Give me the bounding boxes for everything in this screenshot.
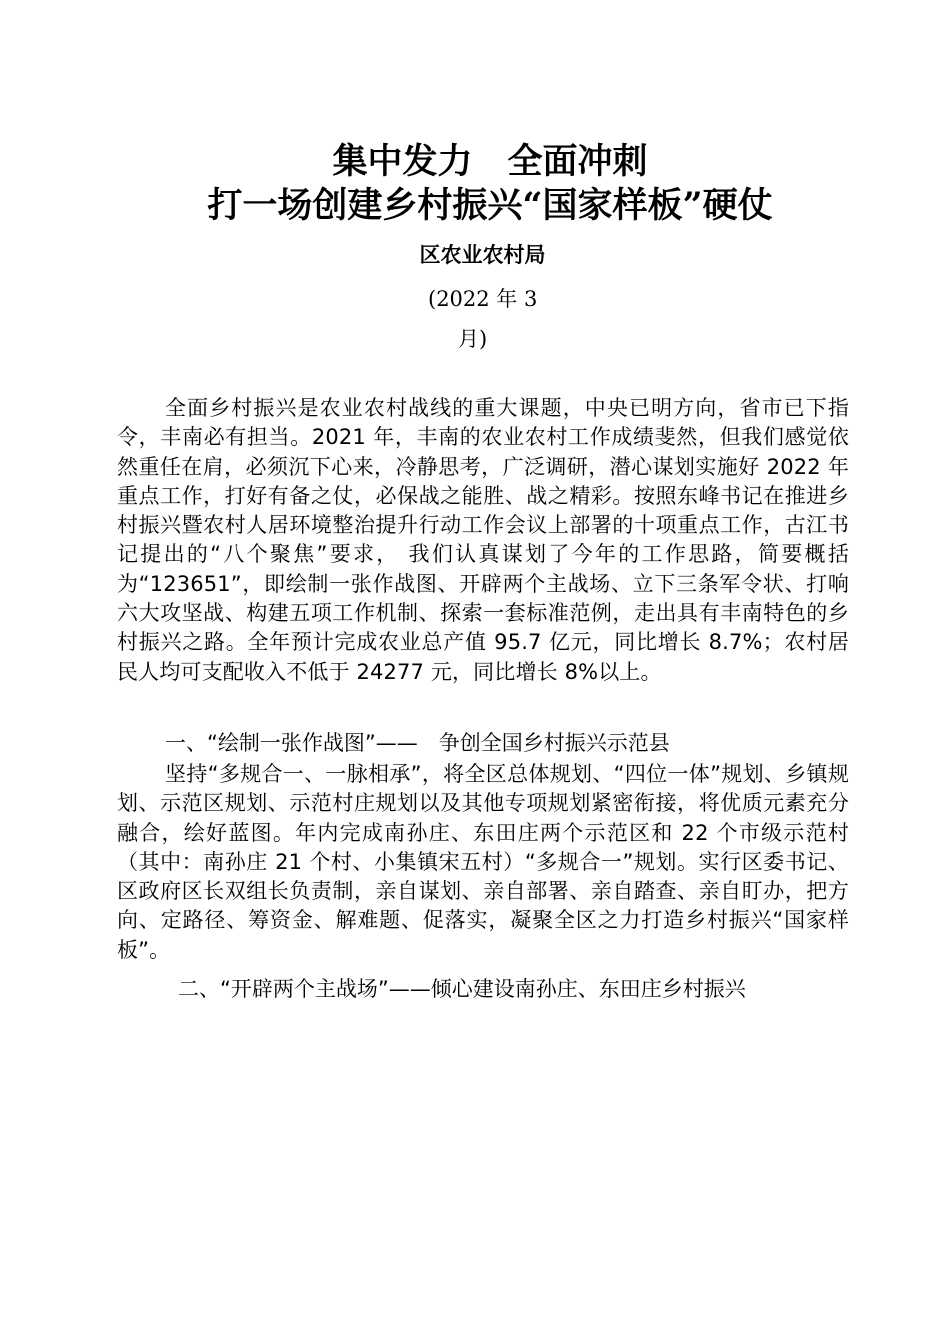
section-heading-2: 二、“开辟两个主战场”——倾心建设南孙庄、东田庄乡村振兴 — [178, 977, 746, 1001]
document-date-line1: (2022 年 3 — [428, 287, 538, 311]
section-1-paragraph: 坚持“多规合一、一脉相承”，将全区总体规划、“四位一体”规划、乡镇规划、示范区规划、示范村庄规划以及其他专项规划紧密衔接，将优质元素充分融合，绘好蓝图。年内完成南孙庄、东田庄两个示范区和 22 个市级示范村（其中：南孙庄 21 个村、小集镇宋五村）“多规合一”规划。实行区委书记、区政府区长双组长负责制，亲自谋划、亲自部署、亲自踏查、亲自盯办，把方向、定路径、筹资金、解难题、促落实，凝聚全区之力打造乡村振兴“国家样板”。 — [117, 762, 849, 962]
document-title-line1: 集中发力 全面冲刺 — [332, 141, 648, 182]
document-title-line2: 打一场创建乡村振兴“国家样板”硬仗 — [207, 185, 773, 226]
document-date-line2: 月) — [458, 327, 488, 351]
intro-paragraph: 全面乡村振兴是农业农村战线的重大课题，中央已明方向，省市已下指令，丰南必有担当。2021 年，丰南的农业农村工作成绩斐然，但我们感觉依然重任在肩，必须沉下心来，冷静思考，广泛调研，潜心谋划实施好 2022 年重点工作，打好有备之仗，必保战之能胜、战之精彩。按照东峰书记在推进乡村振兴暨农村人居环境整治提升行动工作会议上部署的十项重点工作，古江书记提出的“八个聚焦”要求， 我们认真谋划了今年的工作思路，简要概括为“123651”，即绘制一张作战图、开辟两个主战场、立下三条军令状、打响六大攻坚战、构建五项工作机制、探索一套标准范例，走出具有丰南特色的乡村振兴之路。全年预计完成农业总产值 95.7 亿元，同比增长 8.7%；农村居民人均可支配收入不低于 24277 元，同比增长 8%以上。 — [117, 396, 849, 684]
section-heading-1: 一、“绘制一张作战图”—— 争创全国乡村振兴示范县 — [165, 731, 670, 755]
document-author: 区农业农村局 — [419, 243, 546, 267]
